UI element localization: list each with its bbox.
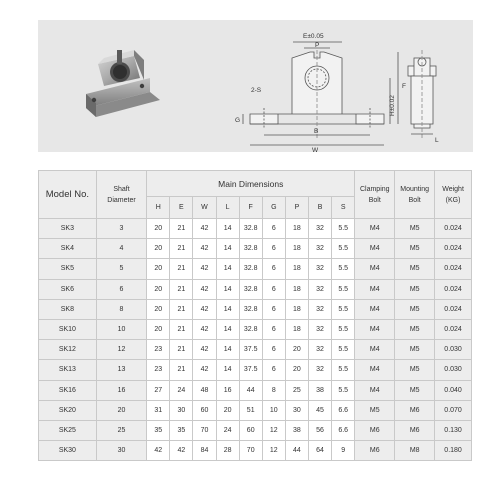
table-cell: 38 xyxy=(308,380,331,400)
table-cell: 30 xyxy=(170,400,193,420)
table-cell: 51 xyxy=(239,400,262,420)
table-cell: 48 xyxy=(193,380,216,400)
table-cell: 84 xyxy=(193,441,216,461)
dim-h-label: H±0.02 xyxy=(389,95,396,116)
table-cell: 4 xyxy=(96,239,146,259)
table-cell: 6 xyxy=(262,279,285,299)
table-cell: 31 xyxy=(147,400,170,420)
header-dim-f: F xyxy=(239,197,262,219)
table-cell: 20 xyxy=(285,340,308,360)
table-row xyxy=(39,340,472,360)
table-cell: 5.5 xyxy=(332,340,355,360)
table-cell: 0.030 xyxy=(435,360,472,380)
table-row xyxy=(39,441,472,461)
model-cell: SK3 xyxy=(39,219,97,239)
table-cell: 18 xyxy=(285,279,308,299)
table-cell: 64 xyxy=(308,441,331,461)
table-cell: 56 xyxy=(308,420,331,440)
table-cell: 24 xyxy=(170,380,193,400)
table-cell: 20 xyxy=(147,279,170,299)
table-cell: 45 xyxy=(308,400,331,420)
table-row xyxy=(39,299,472,319)
header-dim-p: P xyxy=(285,197,308,219)
table-cell: 20 xyxy=(147,299,170,319)
model-cell: SK4 xyxy=(39,239,97,259)
table-cell: 5.5 xyxy=(332,259,355,279)
table-cell: 42 xyxy=(193,340,216,360)
table-cell: M6 xyxy=(395,400,435,420)
table-row xyxy=(39,239,472,259)
table-cell: 0.024 xyxy=(435,299,472,319)
table-cell: 30 xyxy=(285,400,308,420)
dim-2s-label: 2-S xyxy=(251,87,262,94)
model-cell: SK13 xyxy=(39,360,97,380)
table-cell: M4 xyxy=(355,239,395,259)
model-cell: SK25 xyxy=(39,420,97,440)
table-cell: 27 xyxy=(147,380,170,400)
table-cell: 8 xyxy=(96,299,146,319)
table-cell: M4 xyxy=(355,340,395,360)
technical-drawing-panel xyxy=(38,20,473,152)
table-cell: 18 xyxy=(285,219,308,239)
table-row xyxy=(39,420,472,440)
table-cell: 20 xyxy=(96,400,146,420)
header-dim-s: S xyxy=(332,197,355,219)
table-cell: 21 xyxy=(170,239,193,259)
table-cell: M6 xyxy=(355,420,395,440)
table-cell: 42 xyxy=(193,279,216,299)
table-cell: 32 xyxy=(308,219,331,239)
table-cell: 21 xyxy=(170,259,193,279)
table-cell: 18 xyxy=(285,259,308,279)
table-cell: 25 xyxy=(96,420,146,440)
table-cell: 32 xyxy=(308,259,331,279)
table-cell: M4 xyxy=(355,380,395,400)
table-cell: 35 xyxy=(170,420,193,440)
table-cell: 0.040 xyxy=(435,380,472,400)
table-cell: 18 xyxy=(285,299,308,319)
header-dim-l: L xyxy=(216,197,239,219)
table-row xyxy=(39,219,472,239)
model-cell: SK10 xyxy=(39,319,97,339)
front-view-drawing xyxy=(243,42,398,145)
table-cell: 14 xyxy=(216,279,239,299)
header-shaft-diameter: Shaft Diameter xyxy=(96,171,146,219)
table-cell: 5.5 xyxy=(332,239,355,259)
table-cell: 10 xyxy=(96,319,146,339)
table-cell: M6 xyxy=(355,441,395,461)
table-cell: 20 xyxy=(147,239,170,259)
table-cell: 42 xyxy=(193,239,216,259)
table-cell: 20 xyxy=(285,360,308,380)
table-cell: 0.024 xyxy=(435,279,472,299)
table-row xyxy=(39,279,472,299)
table-cell: 18 xyxy=(285,239,308,259)
table-cell: 3 xyxy=(96,219,146,239)
table-cell: 42 xyxy=(193,259,216,279)
table-cell: 60 xyxy=(239,420,262,440)
table-cell: M5 xyxy=(395,380,435,400)
model-cell: SK6 xyxy=(39,279,97,299)
table-cell: 32.8 xyxy=(239,259,262,279)
table-row xyxy=(39,319,472,339)
table-cell: 32 xyxy=(308,299,331,319)
table-cell: 14 xyxy=(216,239,239,259)
table-cell: 14 xyxy=(216,360,239,380)
table-cell: 32 xyxy=(308,319,331,339)
header-clamping-bolt: Clamping Bolt xyxy=(355,171,395,219)
table-cell: 0.030 xyxy=(435,340,472,360)
table-cell: 21 xyxy=(170,219,193,239)
table-cell: 9 xyxy=(332,441,355,461)
table-cell: 42 xyxy=(193,299,216,319)
table-cell: 6 xyxy=(262,340,285,360)
table-cell: 18 xyxy=(285,319,308,339)
table-row xyxy=(39,259,472,279)
table-cell: 16 xyxy=(96,380,146,400)
table-cell: 8 xyxy=(262,380,285,400)
table-cell: 42 xyxy=(147,441,170,461)
table-cell: 0.024 xyxy=(435,259,472,279)
table-cell: 13 xyxy=(96,360,146,380)
table-cell: 32.8 xyxy=(239,279,262,299)
table-cell: 14 xyxy=(216,299,239,319)
table-cell: 21 xyxy=(170,319,193,339)
table-cell: 6 xyxy=(262,360,285,380)
table-cell: M4 xyxy=(355,219,395,239)
model-cell: SK20 xyxy=(39,400,97,420)
table-cell: M4 xyxy=(355,259,395,279)
table-row xyxy=(39,400,472,420)
table-cell: 35 xyxy=(147,420,170,440)
table-cell: 32.8 xyxy=(239,319,262,339)
table-cell: 16 xyxy=(216,380,239,400)
table-cell: 44 xyxy=(285,441,308,461)
table-cell: 24 xyxy=(216,420,239,440)
table-cell: 0.024 xyxy=(435,319,472,339)
table-cell: 10 xyxy=(262,400,285,420)
model-cell: SK12 xyxy=(39,340,97,360)
table-cell: 6.6 xyxy=(332,400,355,420)
header-weight: Weight (KG) xyxy=(435,171,472,219)
dim-g-label: G xyxy=(235,117,241,124)
table-cell: 12 xyxy=(262,420,285,440)
table-cell: 32.8 xyxy=(239,299,262,319)
model-cell: SK30 xyxy=(39,441,97,461)
table-cell: 70 xyxy=(239,441,262,461)
table-cell: 23 xyxy=(147,360,170,380)
table-cell: M4 xyxy=(355,299,395,319)
table-cell: 30 xyxy=(96,441,146,461)
table-cell: 20 xyxy=(147,259,170,279)
table-cell: M5 xyxy=(395,279,435,299)
table-cell: 6 xyxy=(262,239,285,259)
table-cell: M4 xyxy=(355,319,395,339)
table-cell: 20 xyxy=(147,219,170,239)
table-cell: M5 xyxy=(395,239,435,259)
table-cell: M6 xyxy=(395,420,435,440)
table-cell: 0.024 xyxy=(435,239,472,259)
table-row xyxy=(39,380,472,400)
dim-b-label: B xyxy=(314,128,319,135)
table-cell: 0.130 xyxy=(435,420,472,440)
table-cell: 14 xyxy=(216,259,239,279)
table-cell: 70 xyxy=(193,420,216,440)
table-cell: 0.070 xyxy=(435,400,472,420)
table-cell: 37.5 xyxy=(239,340,262,360)
table-cell: M5 xyxy=(395,340,435,360)
table-cell: M5 xyxy=(395,219,435,239)
table-cell: M4 xyxy=(355,279,395,299)
table-cell: 44 xyxy=(239,380,262,400)
table-cell: 32 xyxy=(308,279,331,299)
table-cell: 6 xyxy=(96,279,146,299)
dim-e-label: E±0.05 xyxy=(303,33,324,40)
table-body xyxy=(39,219,472,461)
table-row xyxy=(39,360,472,380)
table-cell: 5.5 xyxy=(332,380,355,400)
model-cell: SK16 xyxy=(39,380,97,400)
table-cell: 5.5 xyxy=(332,279,355,299)
table-cell: 6 xyxy=(262,219,285,239)
dim-p-label: P xyxy=(315,42,320,49)
table-cell: 42 xyxy=(193,319,216,339)
table-cell: 6 xyxy=(262,259,285,279)
table-cell: 5.5 xyxy=(332,299,355,319)
table-cell: 21 xyxy=(170,279,193,299)
table-cell: 6.6 xyxy=(332,420,355,440)
table-cell: 42 xyxy=(193,219,216,239)
table-cell: 5.5 xyxy=(332,219,355,239)
side-view-labels xyxy=(435,137,439,144)
table-cell: 0.180 xyxy=(435,441,472,461)
header-dim-b: B xyxy=(308,197,331,219)
table-cell: 6 xyxy=(262,319,285,339)
table-cell: 21 xyxy=(170,299,193,319)
table-cell: 42 xyxy=(170,441,193,461)
table-cell: M8 xyxy=(395,441,435,461)
shaft-support-photo xyxy=(86,50,160,117)
table-cell: 12 xyxy=(262,441,285,461)
dim-w-label: W xyxy=(312,147,319,152)
header-dim-e: E xyxy=(170,197,193,219)
table-cell: 20 xyxy=(147,319,170,339)
table-cell: 32 xyxy=(308,340,331,360)
table-cell: 60 xyxy=(193,400,216,420)
table-cell: 32.8 xyxy=(239,239,262,259)
table-cell: 12 xyxy=(96,340,146,360)
header-mounting-bolt: Mounting Bolt xyxy=(395,171,435,219)
table-cell: M5 xyxy=(395,259,435,279)
table-cell: 32 xyxy=(308,239,331,259)
header-main-dimensions: Main Dimensions xyxy=(147,171,355,197)
header-dim-g: G xyxy=(262,197,285,219)
table-cell: M5 xyxy=(395,299,435,319)
table-cell: 32.8 xyxy=(239,219,262,239)
model-cell: SK8 xyxy=(39,299,97,319)
table-cell: 6 xyxy=(262,299,285,319)
dim-l-label: L xyxy=(435,137,439,144)
table-cell: 28 xyxy=(216,441,239,461)
table-cell: M5 xyxy=(395,360,435,380)
specification-table xyxy=(38,170,472,461)
table-cell: 0.024 xyxy=(435,219,472,239)
side-view-drawing xyxy=(408,50,436,138)
table-cell: 23 xyxy=(147,340,170,360)
header-dim-w: W xyxy=(193,197,216,219)
table-cell: 5 xyxy=(96,259,146,279)
table-cell: 42 xyxy=(193,360,216,380)
table-cell: 20 xyxy=(216,400,239,420)
table-cell: 14 xyxy=(216,319,239,339)
drawing-svg xyxy=(38,20,473,152)
table-cell: M5 xyxy=(355,400,395,420)
table-cell: 14 xyxy=(216,340,239,360)
model-cell: SK5 xyxy=(39,259,97,279)
table-cell: M5 xyxy=(395,319,435,339)
table-cell: 21 xyxy=(170,360,193,380)
table-cell: 37.5 xyxy=(239,360,262,380)
header-dim-h: H xyxy=(147,197,170,219)
table-cell: 5.5 xyxy=(332,319,355,339)
table-cell: 38 xyxy=(285,420,308,440)
table-cell: M4 xyxy=(355,360,395,380)
table-cell: 25 xyxy=(285,380,308,400)
table-cell: 14 xyxy=(216,219,239,239)
table-cell: 21 xyxy=(170,340,193,360)
table-cell: 32 xyxy=(308,360,331,380)
dim-f-label: F xyxy=(402,83,406,90)
table-cell: 5.5 xyxy=(332,360,355,380)
header-model: Model No. xyxy=(39,171,97,219)
